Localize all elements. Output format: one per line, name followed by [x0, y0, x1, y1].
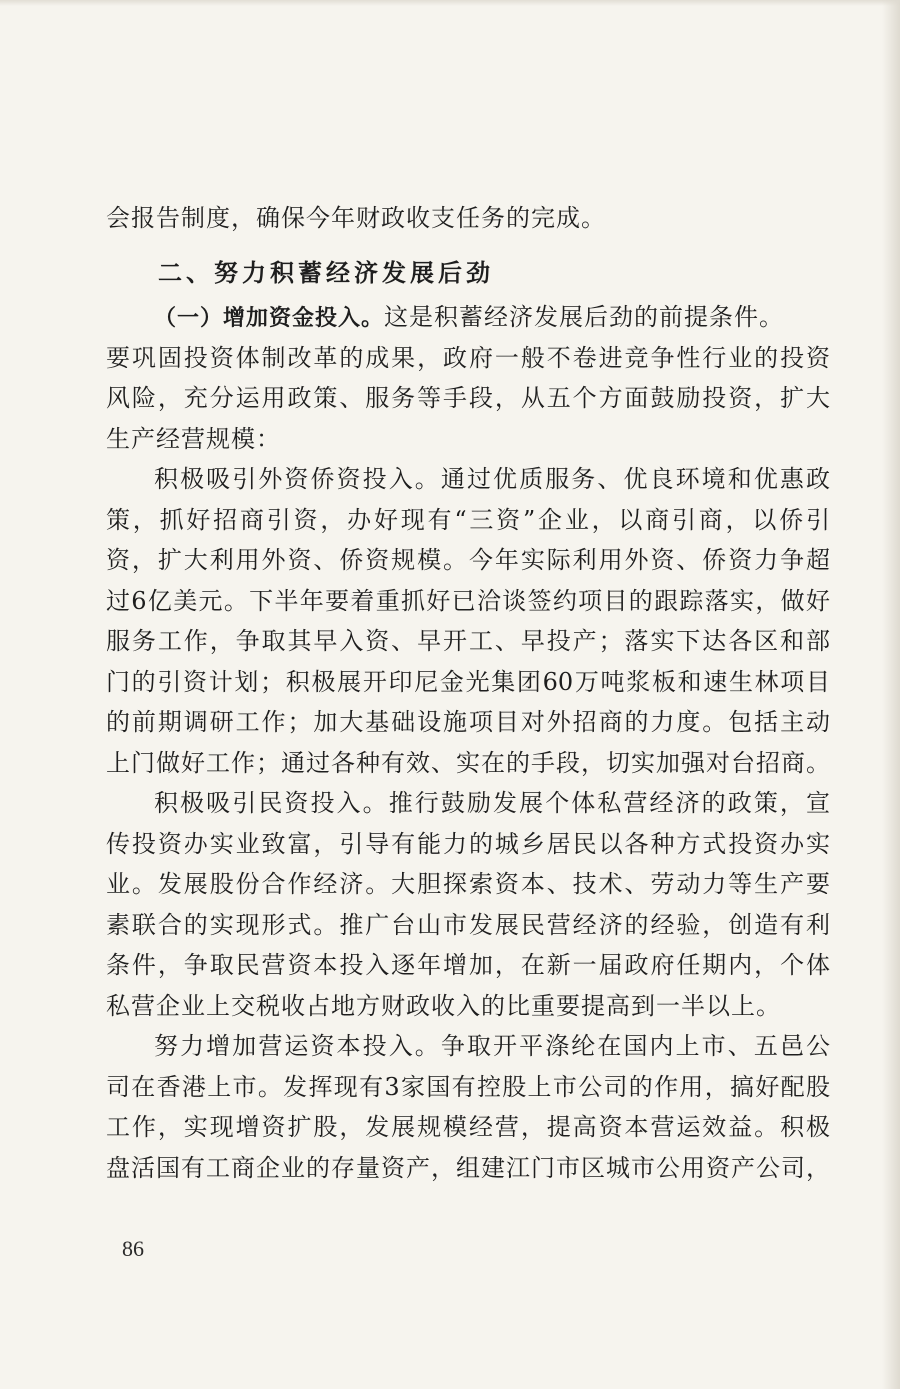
section-heading: 二、努力积蓄经济发展后劲 — [158, 258, 494, 287]
text-line: 盘活国有工商企业的存量资产，组建江门市区城市公用资产公司， — [106, 1153, 830, 1182]
page-edge-shadow — [0, 0, 900, 6]
text-line: 资，扩大利用外资、侨资规模。今年实际利用外资、侨资力争超 — [106, 546, 830, 574]
text-span: 这是积蓄经济发展后劲的前提条件。 — [384, 303, 785, 331]
text-line: 策，抓好招商引资，办好现有“三资”企业，以商引商，以侨引 — [106, 505, 830, 534]
subsection-heading: （一）增加资金投入。 — [154, 306, 385, 331]
text-line: 风险，充分运用政策、服务等手段，从五个方面鼓励投资，扩大 — [106, 384, 830, 412]
text-line: 业。发展股份合作经济。大胆探索资本、技术、劳动力等生产要 — [106, 870, 830, 898]
text-line: 司在香港上市。发挥现有3家国有控股上市公司的作用，搞好配股 — [106, 1072, 830, 1101]
text-line: 努力增加营运资本投入。争取开平涤纶在国内上市、五邑公 — [154, 1032, 830, 1060]
text-line: 门的引资计划；积极展开印尼金光集团60万吨浆板和速生林项目 — [106, 667, 830, 696]
text-line: 服务工作，争取其早入资、早开工、早投产；落实下达各区和部 — [106, 627, 830, 655]
paragraph — [106, 783, 830, 1026]
text-line: 积极吸引外资侨资投入。通过优质服务、优良环境和优惠政 — [154, 465, 830, 493]
text-line: 要巩固投资体制改革的成果，政府一般不卷进竞争性行业的投资 — [106, 343, 830, 372]
text-line: 的前期调研工作；加大基础设施项目对外招商的力度。包括主动 — [106, 708, 830, 736]
paragraph — [106, 1026, 830, 1188]
text-line: 会报告制度，确保今年财政收支任务的完成。 — [106, 204, 606, 232]
page-edge-shadow — [882, 0, 900, 1389]
text-line: 积极吸引民资投入。推行鼓励发展个体私营经济的政策，宣 — [154, 789, 830, 817]
text-line: 传投资办实业致富，引导有能力的城乡居民以各种方式投资办实 — [106, 829, 830, 858]
paragraph — [106, 297, 830, 459]
text-line: 条件，争取民营资本投入逐年增加，在新一届政府任期内，个体 — [106, 951, 830, 979]
text-line: 上门做好工作；通过各种有效、实在的手段，切实加强对台招商。 — [106, 748, 830, 777]
text-line: 生产经营规模： — [106, 424, 281, 453]
paragraph — [106, 459, 830, 783]
page-number: 86 — [122, 1236, 144, 1261]
text-line — [106, 297, 830, 338]
text-line: 素联合的实现形式。推广台山市发展民营经济的经验，创造有利 — [106, 910, 830, 939]
page-body — [106, 198, 830, 1188]
text-line: 工作，实现增资扩股，发展规模经营，提高资本营运效益。积极 — [106, 1113, 830, 1141]
text-line: 过6亿美元。下半年要着重抓好已洽谈签约项目的跟踪落实，做好 — [106, 586, 830, 615]
text-line: 私营企业上交税收占地方财政收入的比重要提高到一半以上。 — [106, 991, 781, 1020]
